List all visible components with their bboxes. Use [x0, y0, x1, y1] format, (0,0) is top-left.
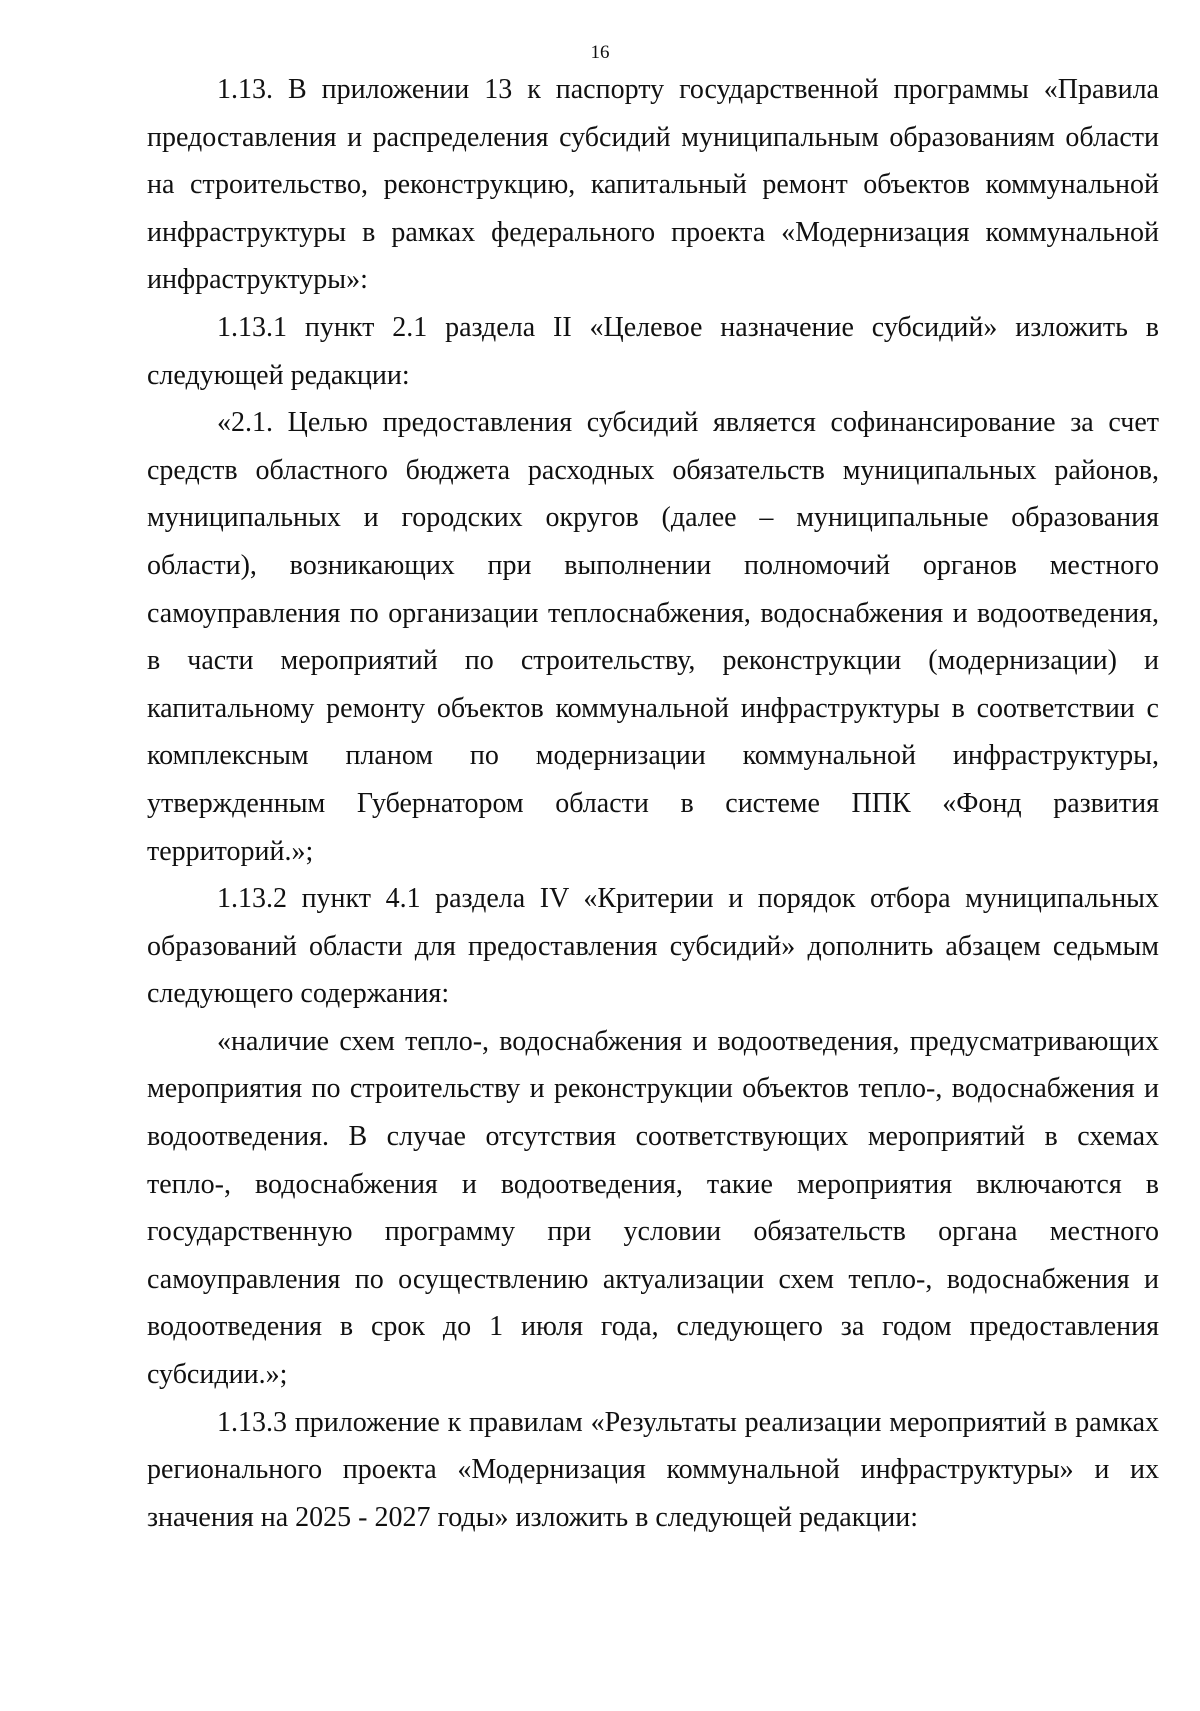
paragraph-1-13-1: 1.13.1 пункт 2.1 раздела II «Целевое назначение субсидий» изложить в следующей редакции:: [147, 311, 1159, 391]
paragraph-1-13-2: 1.13.2 пункт 4.1 раздела IV «Критерии и порядок отбора муниципальных образований области для предоставления субсидий» дополнить абзацем седьмым следующего содержания:: [147, 883, 1159, 1010]
page-number: 16: [590, 42, 610, 63]
paragraph-2-1-quote: «2.1. Целью предоставления субсидий является софинансирование за счет средств областного бюджета расходных обязательств муниципальных районов, муниципальных и городских округов (далее – муниципальные образования области), возникающих при выполнении полномочий органов местного самоуправления по организации теплоснабжения, водоснабжения и водоотведения, в части мероприятий по строительству, реконструкции (модернизации) и капитальному ремонту объектов коммунальной инфраструктуры в соответствии с комплексным планом по модернизации коммунальной инфраструктуры, утвержденным Губернатором области в системе ППК «Фонд развития территорий.»;: [147, 407, 1159, 867]
paragraph-1-13: 1.13. В приложении 13 к паспорту государственной программы «Правила предоставления и распределения субсидий муниципальным образованиям области на строительство, реконструкцию, капитальный ремонт объектов коммунальной инфраструктуры в рамках федерального проекта «Модернизация коммунальной инфраструктуры»:: [147, 74, 1159, 296]
document-body: [147, 66, 1159, 1541]
paragraph-1-13-3: 1.13.3 приложение к правилам «Результаты реализации мероприятий в рамках регионального проекта «Модернизация коммунальной инфраструктуры» и их значения на 2025 - 2027 годы» изложить в следующей редакции:: [147, 1406, 1159, 1533]
paragraph-schemes-quote: «наличие схем тепло-, водоснабжения и водоотведения, предусматривающих мероприятия по строительству и реконструкции объектов тепло-, водоснабжения и водоотведения. В случае отсутствия соответствующих мероприятий в схемах тепло-, водоснабжения и водоотведения, такие мероприятия включаются в государственную программу при условии обязательств органа местного самоуправления по осуществлению актуализации схем тепло-, водоснабжения и водоотведения в срок до 1 июля года, следующего за годом предоставления субсидии.»;: [147, 1025, 1159, 1391]
